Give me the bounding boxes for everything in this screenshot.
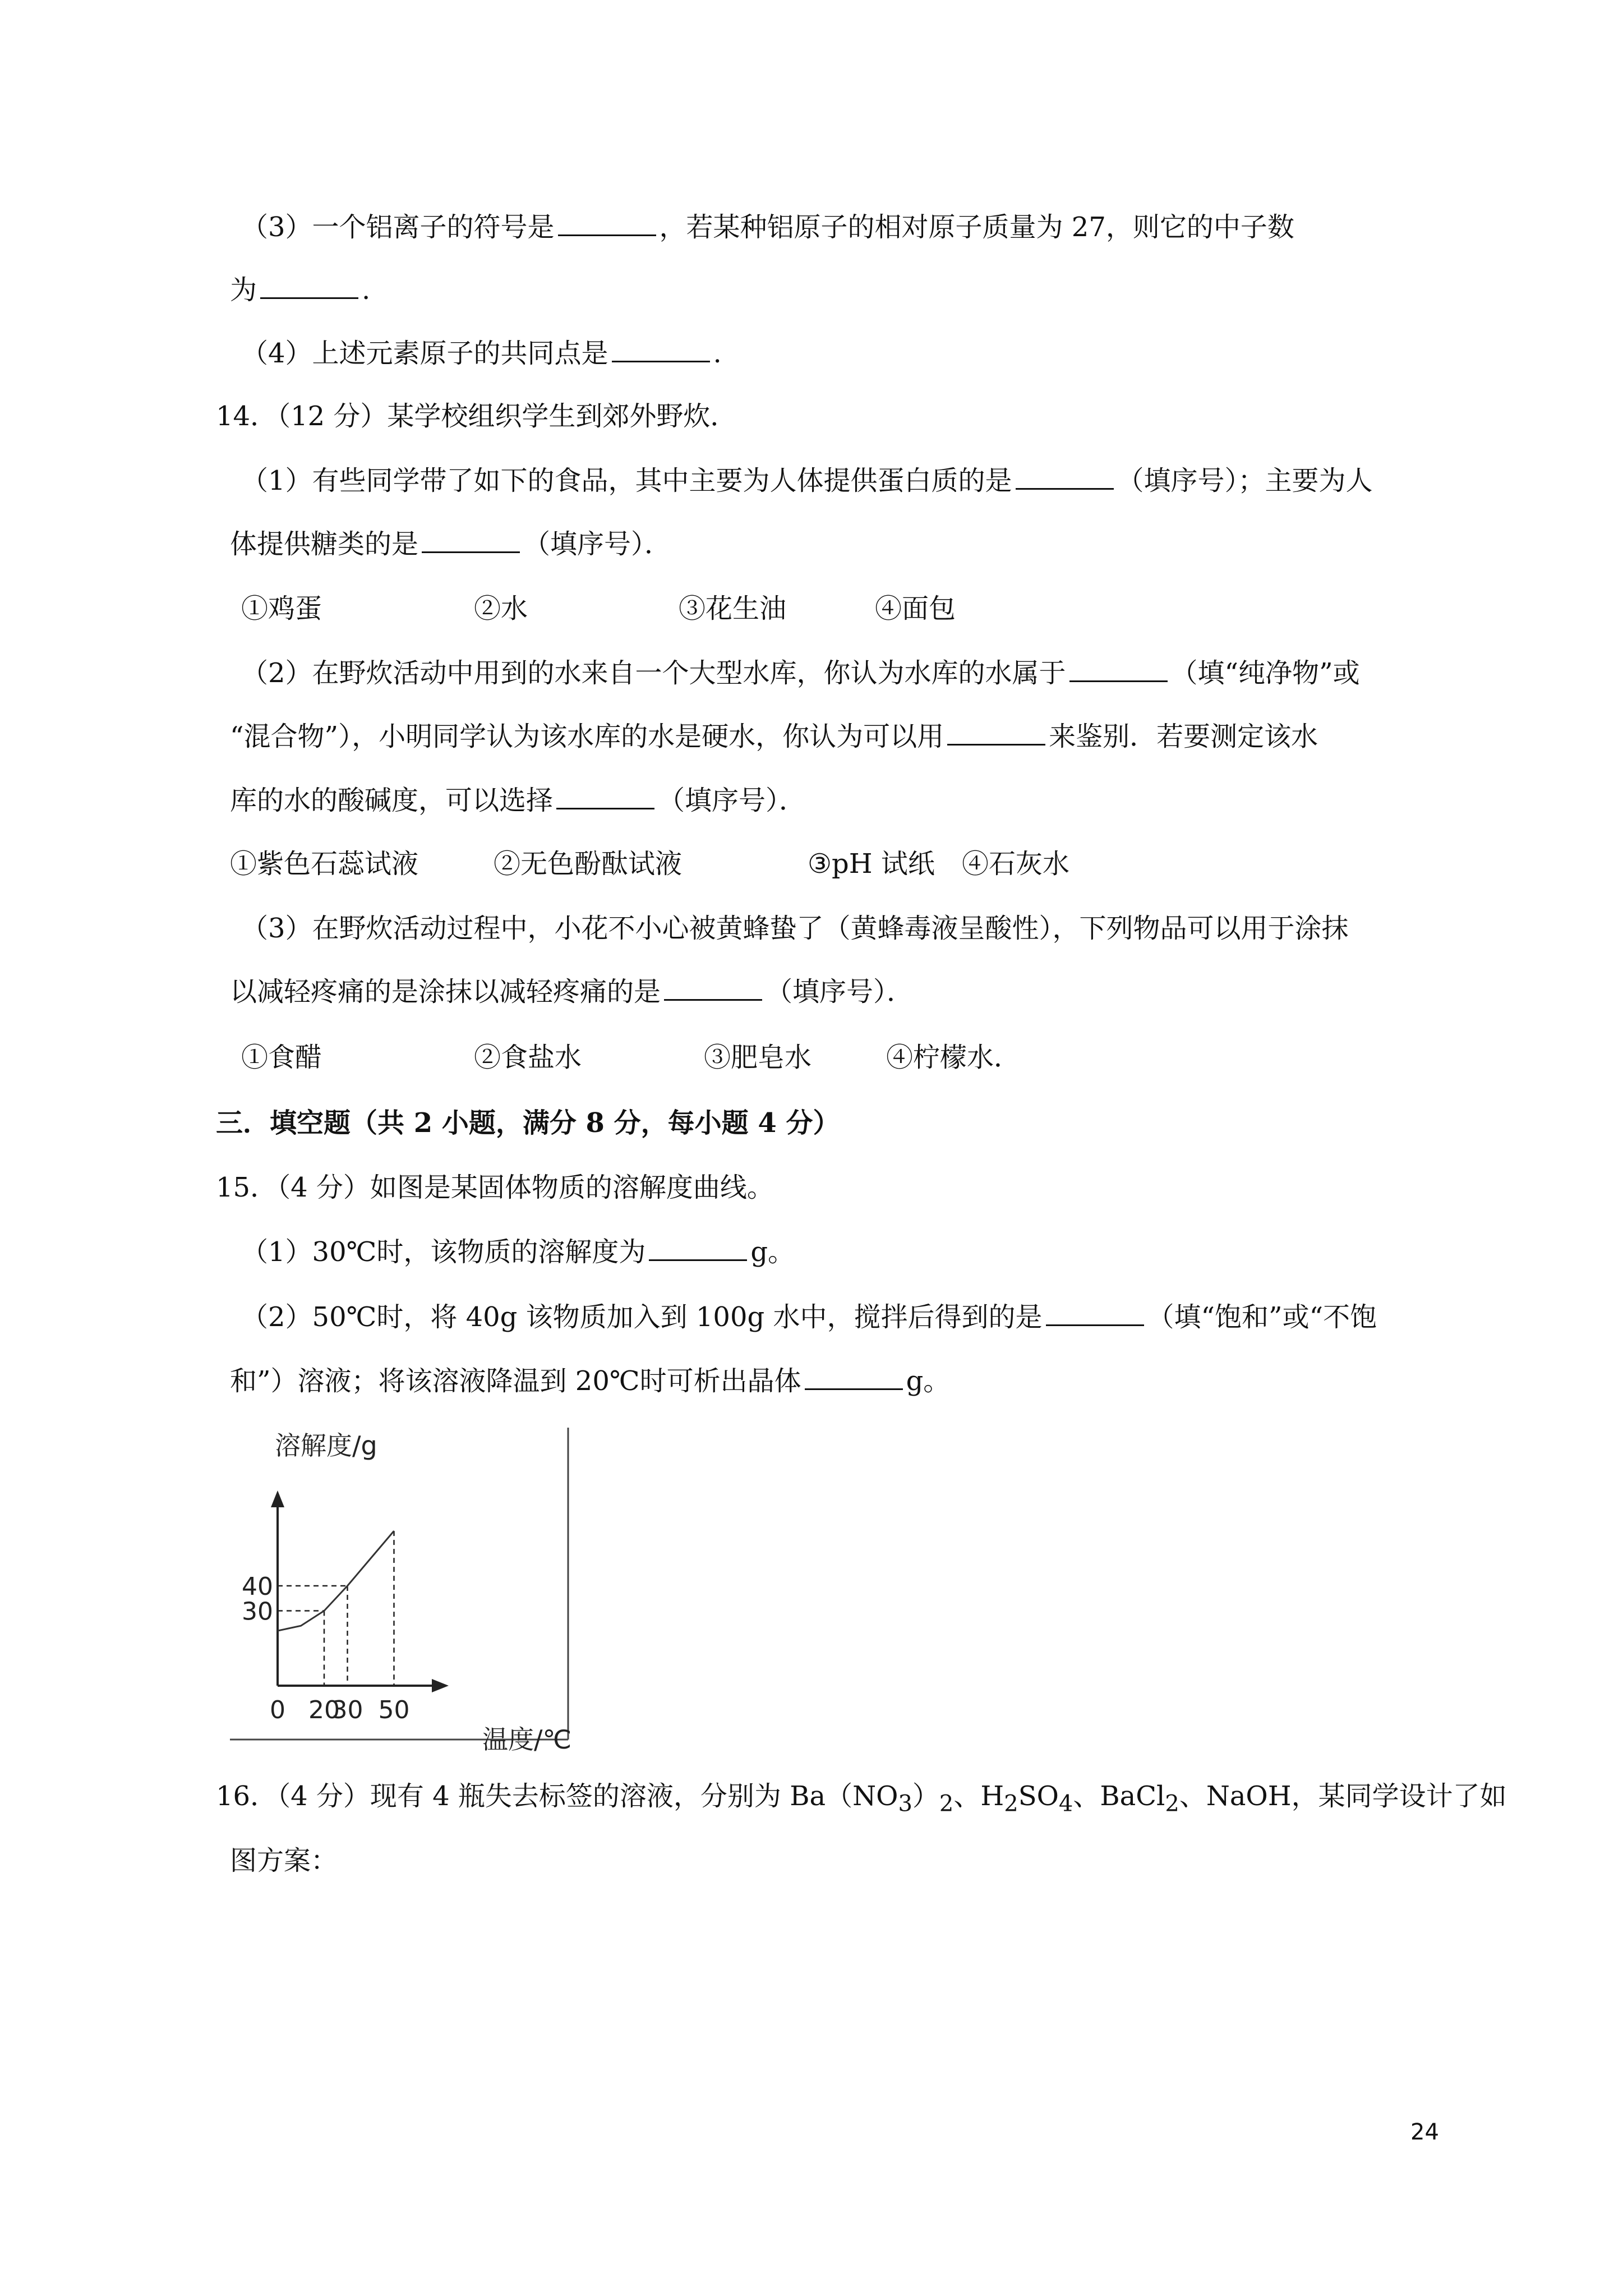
q16-subscript: 2: [939, 1791, 954, 1817]
option-item: ④面包: [875, 593, 956, 624]
option-item: ④石灰水: [962, 848, 1070, 880]
q13-part4-text-b: .: [713, 338, 722, 369]
q14-part3-text-b: 以减轻疼痛的是涂抹以减轻疼痛的是: [230, 976, 661, 1007]
q14-part1-text-d: （填序号）．: [523, 528, 672, 560]
q14-part1-text-a: （1）有些同学带了如下的食品，其中主要为人体提供蛋白质的是: [241, 465, 1012, 496]
option-item: ①紫色石蕊试液: [230, 848, 419, 880]
x-axis-arrow: [432, 1679, 449, 1692]
q16-text: 、NaOH，某同学设计了如: [1179, 1780, 1507, 1812]
q14-part2-text-f: （填序号）．: [658, 785, 806, 816]
x-tick-label: 50: [378, 1696, 410, 1724]
q15-part2-text-c: 和”）溶液；将该溶液降温到 20℃时可析出晶体: [230, 1365, 801, 1397]
option-item: ②食盐水: [474, 1042, 582, 1073]
q15-heading: 15．（4 分）如图是某固体物质的溶解度曲线。: [216, 1172, 774, 1203]
answer-blank[interactable]: [612, 338, 710, 362]
x-tick-label: 20: [308, 1696, 340, 1724]
chart-guides: [278, 1531, 394, 1686]
answer-blank[interactable]: [947, 721, 1045, 746]
page-number: 24: [1410, 2119, 1439, 2145]
option-item: ①食醋: [241, 1042, 322, 1073]
q14-part3-text-a: （3）在野炊活动过程中，小花不小心被黄蜂蛰了（黄蜂毒液呈酸性），下列物品可以用于涂抹: [241, 913, 1349, 944]
q16-line2: 图方案：: [230, 1845, 338, 1876]
q16-subscript: 2: [1165, 1791, 1179, 1817]
q15-part2-text-d: g。: [906, 1365, 951, 1397]
q15-part2-text-b: （填“饱和”或“不饱: [1147, 1301, 1377, 1333]
q15-part2-line2: [230, 1364, 950, 1398]
answer-blank[interactable]: [805, 1366, 903, 1390]
answer-blank[interactable]: [422, 529, 520, 553]
q15-part2-line1: [241, 1300, 1377, 1334]
q14-part2-text-c: “混合物”），小明同学认为该水库的水是硬水，你认为可以用: [230, 721, 944, 752]
q13-part4-line: [241, 337, 722, 370]
q13-part3-line1: [241, 210, 1294, 244]
section-title: 三．填空题（共 2 小题，满分 8 分，每小题 4 分）: [216, 1107, 840, 1139]
solubility-curve: [278, 1531, 394, 1631]
q13-part3-text-c: 为: [230, 274, 257, 306]
solubility-chart: [230, 1428, 572, 1753]
chart-axes: [271, 1490, 449, 1692]
q13-part3-line2: [230, 273, 370, 307]
answer-blank[interactable]: [1069, 658, 1168, 682]
x-tick-label: 30: [331, 1696, 363, 1724]
answer-blank[interactable]: [1046, 1302, 1144, 1326]
q16-subscript: 3: [898, 1791, 912, 1817]
q14-part2-text-a: （2）在野炊活动中用到的水来自一个大型水库，你认为水库的水属于: [241, 657, 1066, 689]
q16-text: 、H: [953, 1780, 1004, 1812]
q15-part1-text-a: （1）30℃时，该物质的溶解度为: [241, 1236, 646, 1268]
answer-blank[interactable]: [649, 1237, 747, 1261]
x-tick-label: 0: [270, 1696, 285, 1724]
q13-part3-text-a: （3）一个铝离子的符号是: [241, 211, 555, 243]
q14-part1-text-c: 体提供糖类的是: [230, 528, 419, 560]
chart-curve: [278, 1531, 394, 1631]
q15-part2-text-a: （2）50℃时，将 40g 该物质加入到 100g 水中，搅拌后得到的是: [241, 1301, 1043, 1333]
q14-part3-line1: [241, 912, 1349, 945]
q16-subscript: 4: [1058, 1791, 1073, 1817]
q14-options-1: [241, 592, 956, 625]
q16-text: SO: [1018, 1780, 1059, 1812]
option-item: ④柠檬水．: [886, 1042, 1021, 1073]
answer-blank[interactable]: [1016, 466, 1114, 490]
option-item: ③pH 试纸: [808, 848, 935, 880]
q14-part1-line1: [241, 464, 1373, 498]
q14-options-2: [230, 847, 1069, 881]
q14-options-3: [241, 1041, 1021, 1074]
option-item: ①鸡蛋: [241, 593, 322, 624]
answer-blank[interactable]: [558, 212, 656, 236]
q14-part2-text-d: 来鉴别．若要测定该水: [1049, 721, 1318, 752]
y-axis-arrow: [271, 1490, 284, 1507]
option-item: ②无色酚酞试液: [494, 848, 683, 880]
q13-part3-text-d: .: [362, 274, 371, 306]
q13-part3-text-b: ，若某种铝原子的相对原子质量为 27，则它的中子数: [659, 211, 1294, 243]
q16-line1: [216, 1779, 1507, 1821]
q14-part3-text-c: （填序号）．: [766, 976, 914, 1007]
answer-blank[interactable]: [260, 275, 358, 299]
chart-xlabel: 温度/℃: [482, 1724, 572, 1753]
q15-part1-line: [241, 1235, 795, 1269]
q13-part4-text-a: （4）上述元素原子的共同点是: [241, 338, 608, 369]
q14-part1-text-b: （填序号）；主要为人: [1117, 465, 1373, 496]
q14-part2-text-e: 库的水的酸碱度，可以选择: [230, 785, 554, 816]
q15-part1-text-b: g。: [750, 1236, 795, 1268]
q16-text: 、BaCl: [1073, 1780, 1165, 1812]
q14-part3-line2: [230, 975, 914, 1009]
option-item: ③肥皂水: [704, 1042, 812, 1073]
q14-part2-line3: [230, 784, 806, 817]
q16-text: 16．（4 分）现有 4 瓶失去标签的溶液，分别为 Ba（NO: [216, 1780, 898, 1812]
y-tick-label: 40: [242, 1572, 273, 1601]
q14-part2-line1: [241, 656, 1360, 690]
y-tick-label: 30: [242, 1597, 273, 1626]
q14-heading: 14．（12 分）某学校组织学生到郊外野炊．: [216, 401, 737, 432]
option-item: ②水: [474, 593, 528, 624]
q14-part1-line2: [230, 527, 671, 561]
option-item: ③花生油: [679, 593, 787, 624]
q14-part2-line2: [230, 720, 1318, 753]
q16-text: ）: [912, 1780, 939, 1812]
chart-ylabel: 溶解度/g: [275, 1430, 377, 1461]
answer-blank[interactable]: [664, 977, 762, 1001]
chart-ticks: [242, 1572, 410, 1724]
solubility-chart-svg: [230, 1428, 572, 1753]
q16-subscript: 2: [1004, 1791, 1018, 1817]
q14-part2-text-b: （填“纯净物”或: [1170, 657, 1360, 689]
answer-blank[interactable]: [556, 785, 654, 809]
